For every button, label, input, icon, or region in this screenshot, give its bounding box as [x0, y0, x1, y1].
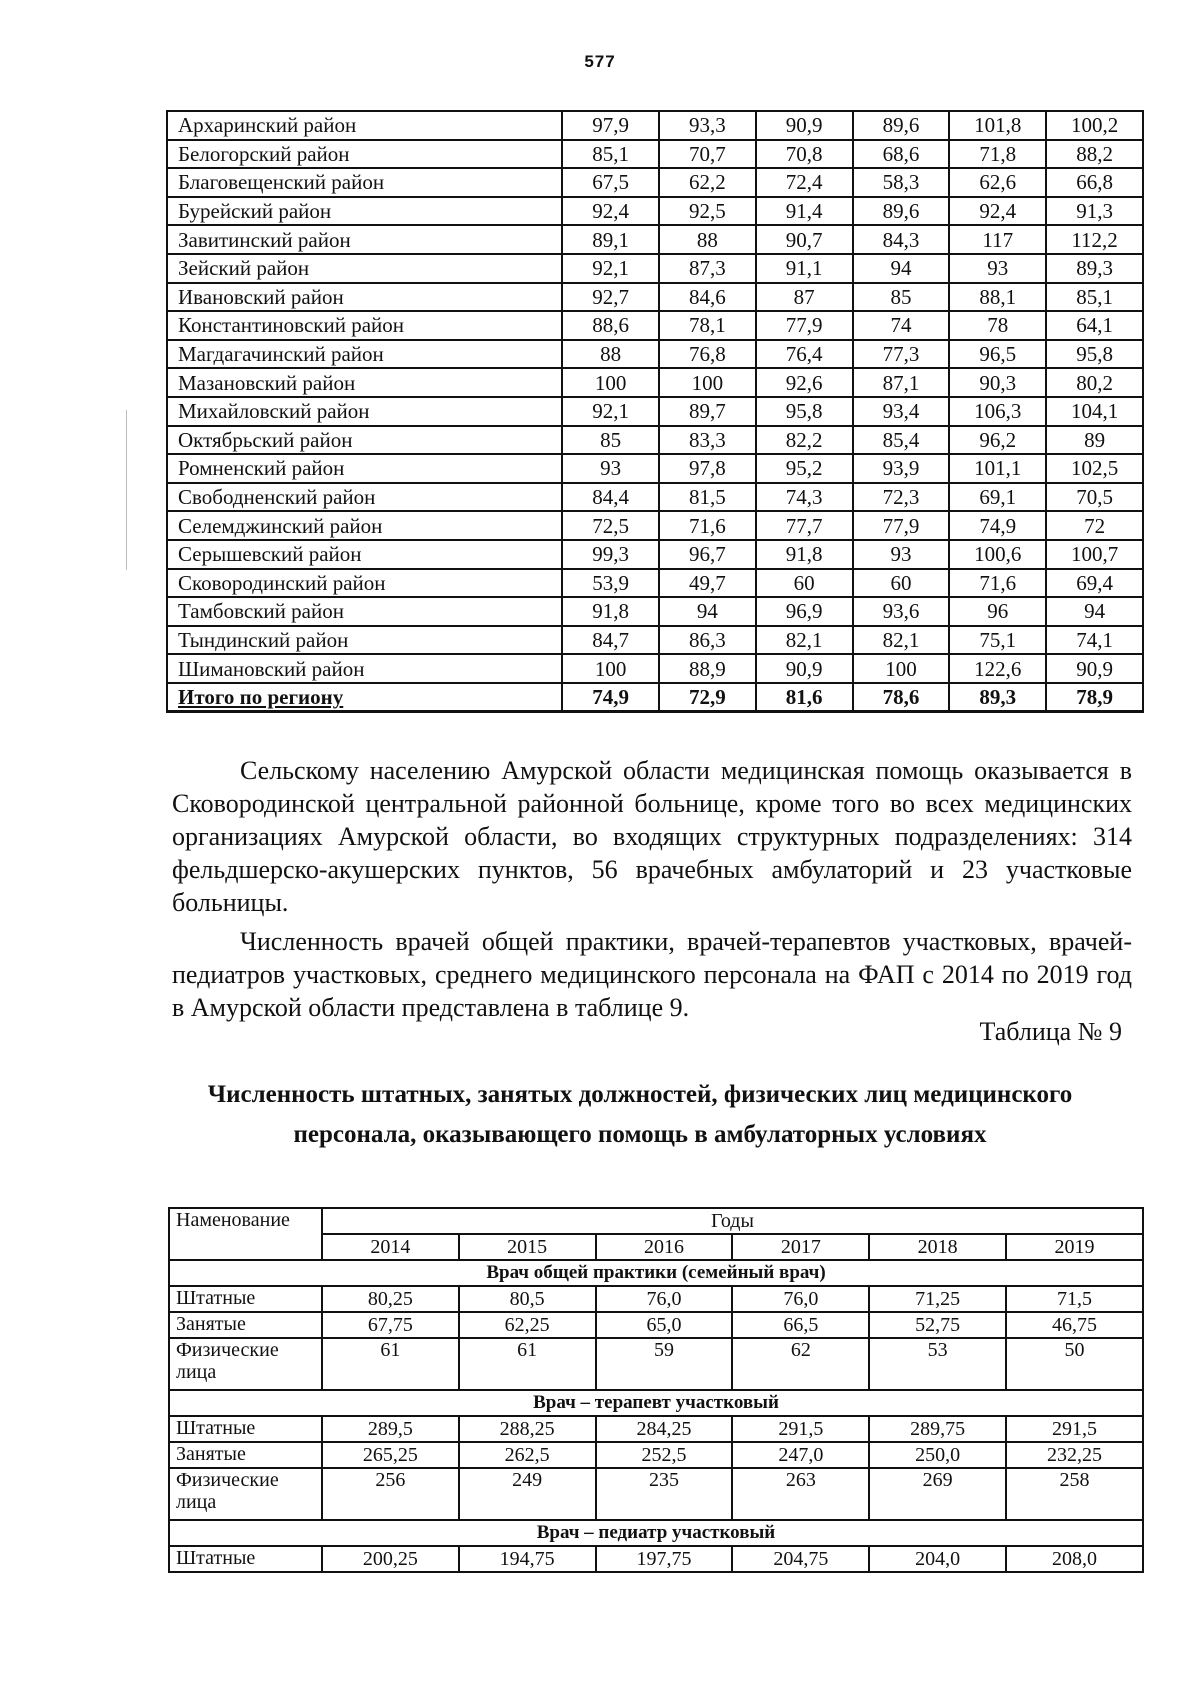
value-cell: 88,9: [659, 654, 756, 683]
value-cell: 70,7: [659, 140, 756, 169]
row-label-cell: Штатные: [169, 1286, 322, 1312]
value-cell: 71,6: [949, 569, 1046, 598]
value-cell: 92,7: [562, 283, 659, 312]
value-cell: 96,9: [756, 597, 853, 626]
value-cell: 74,1: [1046, 626, 1143, 655]
value-cell: 69,4: [1046, 569, 1143, 598]
value-cell: 92,4: [562, 197, 659, 226]
value-cell: 90,9: [756, 654, 853, 683]
value-cell: 100: [853, 654, 950, 683]
value-cell: 66,5: [732, 1312, 869, 1338]
value-cell: 99,3: [562, 540, 659, 569]
header-name-cell: Наменование: [169, 1208, 322, 1260]
district-name-cell: Тамбовский район: [167, 597, 562, 626]
total-value-cell: 78,9: [1046, 683, 1143, 712]
table-row: [169, 1442, 1143, 1468]
staff-table-body: [169, 1208, 1143, 1572]
value-cell: 92,4: [949, 197, 1046, 226]
district-name-cell: Магдагачинский район: [167, 340, 562, 369]
value-cell: 84,3: [853, 225, 950, 254]
year-header-cell: 2014: [322, 1234, 459, 1260]
value-cell: 87,3: [659, 254, 756, 283]
value-cell: 100: [562, 654, 659, 683]
section-title-cell: Врач общей практики (семейный врач): [169, 1260, 1143, 1286]
value-cell: 62,25: [459, 1312, 596, 1338]
value-cell: 77,9: [853, 511, 950, 540]
value-cell: 61: [459, 1338, 596, 1390]
value-cell: 62,2: [659, 168, 756, 197]
table-row: [167, 225, 1143, 254]
value-cell: 85,4: [853, 426, 950, 455]
section-header-row: [169, 1260, 1143, 1286]
value-cell: 64,1: [1046, 311, 1143, 340]
value-cell: 95,8: [756, 397, 853, 426]
value-cell: 94: [659, 597, 756, 626]
value-cell: 93,9: [853, 454, 950, 483]
value-cell: 75,1: [949, 626, 1046, 655]
value-cell: 252,5: [596, 1442, 733, 1468]
value-cell: 122,6: [949, 654, 1046, 683]
value-cell: 74,9: [949, 511, 1046, 540]
value-cell: 235: [596, 1468, 733, 1520]
value-cell: 263: [732, 1468, 869, 1520]
district-name-cell: Ромненский район: [167, 454, 562, 483]
value-cell: 93: [853, 540, 950, 569]
value-cell: 93: [949, 254, 1046, 283]
value-cell: 85,1: [1046, 283, 1143, 312]
value-cell: 100: [659, 368, 756, 397]
district-name-cell: Архаринский район: [167, 111, 562, 140]
value-cell: 258: [1006, 1468, 1143, 1520]
table-row: [169, 1338, 1143, 1390]
district-name-cell: Белогорский район: [167, 140, 562, 169]
value-cell: 76,4: [756, 340, 853, 369]
paragraph-rural-care: Сельскому населению Амурской области медицинская помощь оказывается в Сковородинской центральной районной больнице, кроме того во всех медицинских организациях Амурской области, во входящих структурных подразделениях: 314 фельдшерско-акушерских пунктов, 56 врачебных амбулаторий и 23 участковые больницы.: [172, 756, 1132, 917]
districts-table-body: [167, 111, 1143, 712]
value-cell: 87: [756, 283, 853, 312]
table-row: [167, 368, 1143, 397]
year-header-cell: 2015: [459, 1234, 596, 1260]
value-cell: 72,5: [562, 511, 659, 540]
value-cell: 94: [1046, 597, 1143, 626]
value-cell: 100,6: [949, 540, 1046, 569]
total-label-cell: Итого по региону: [167, 683, 562, 712]
value-cell: 65,0: [596, 1312, 733, 1338]
value-cell: 86,3: [659, 626, 756, 655]
value-cell: 96: [949, 597, 1046, 626]
row-label-cell: Штатные: [169, 1416, 322, 1442]
district-name-cell: Тындинский район: [167, 626, 562, 655]
district-name-cell: Серышевский район: [167, 540, 562, 569]
year-header-cell: 2018: [869, 1234, 1006, 1260]
district-name-cell: Бурейский район: [167, 197, 562, 226]
value-cell: 91,3: [1046, 197, 1143, 226]
value-cell: 269: [869, 1468, 1006, 1520]
total-value-cell: 74,9: [562, 683, 659, 712]
table-row: [167, 111, 1143, 140]
paragraph-staff-intro: Численность врачей общей практики, врачей-терапевтов участковых, врачей-педиатров участковых, среднего медицинского персонала на ФАП с 2014 по 2019 год в Амурской области представлена в таблице 9.: [172, 927, 1132, 1022]
row-label-cell: Штатные: [169, 1546, 322, 1572]
value-cell: 247,0: [732, 1442, 869, 1468]
district-name-cell: Зейский район: [167, 254, 562, 283]
value-cell: 289,75: [869, 1416, 1006, 1442]
section-header-row: [169, 1390, 1143, 1416]
value-cell: 90,7: [756, 225, 853, 254]
total-value-cell: 81,6: [756, 683, 853, 712]
value-cell: 61: [322, 1338, 459, 1390]
value-cell: 94: [853, 254, 950, 283]
section-header-row: [169, 1520, 1143, 1546]
table-row: [169, 1416, 1143, 1442]
value-cell: 100,2: [1046, 111, 1143, 140]
value-cell: 60: [853, 569, 950, 598]
value-cell: 71,8: [949, 140, 1046, 169]
value-cell: 256: [322, 1468, 459, 1520]
value-cell: 89,1: [562, 225, 659, 254]
year-header-cell: 2019: [1006, 1234, 1143, 1260]
table-row: [167, 569, 1143, 598]
table-row: [167, 654, 1143, 683]
value-cell: 62,6: [949, 168, 1046, 197]
value-cell: 92,6: [756, 368, 853, 397]
value-cell: 265,25: [322, 1442, 459, 1468]
value-cell: 71,6: [659, 511, 756, 540]
value-cell: 89,3: [1046, 254, 1143, 283]
value-cell: 76,0: [732, 1286, 869, 1312]
value-cell: 46,75: [1006, 1312, 1143, 1338]
value-cell: 88: [659, 225, 756, 254]
value-cell: 288,25: [459, 1416, 596, 1442]
value-cell: 82,1: [756, 626, 853, 655]
value-cell: 80,2: [1046, 368, 1143, 397]
value-cell: 88,6: [562, 311, 659, 340]
value-cell: 72,3: [853, 483, 950, 512]
value-cell: 67,75: [322, 1312, 459, 1338]
table-row: [167, 140, 1143, 169]
row-label-cell: Занятые: [169, 1442, 322, 1468]
value-cell: 62: [732, 1338, 869, 1390]
value-cell: 92,1: [562, 254, 659, 283]
table-row: [167, 340, 1143, 369]
total-value-cell: 72,9: [659, 683, 756, 712]
value-cell: 100: [562, 368, 659, 397]
value-cell: 52,75: [869, 1312, 1006, 1338]
district-name-cell: Мазановский район: [167, 368, 562, 397]
district-name-cell: Благовещенский район: [167, 168, 562, 197]
table-row: [167, 540, 1143, 569]
value-cell: 90,9: [1046, 654, 1143, 683]
value-cell: 100,7: [1046, 540, 1143, 569]
staff-table: [168, 1207, 1144, 1573]
value-cell: 83,3: [659, 426, 756, 455]
table-number-caption: Таблица № 9: [979, 1017, 1122, 1046]
value-cell: 77,9: [756, 311, 853, 340]
value-cell: 208,0: [1006, 1546, 1143, 1572]
value-cell: 291,5: [732, 1416, 869, 1442]
value-cell: 78,1: [659, 311, 756, 340]
value-cell: 96,7: [659, 540, 756, 569]
district-name-cell: Ивановский район: [167, 283, 562, 312]
value-cell: 90,3: [949, 368, 1046, 397]
value-cell: 106,3: [949, 397, 1046, 426]
value-cell: 89: [1046, 426, 1143, 455]
value-cell: 284,25: [596, 1416, 733, 1442]
section-title-cell: Врач – педиатр участковый: [169, 1520, 1143, 1546]
value-cell: 49,7: [659, 569, 756, 598]
value-cell: 53: [869, 1338, 1006, 1390]
value-cell: 200,25: [322, 1546, 459, 1572]
value-cell: 250,0: [869, 1442, 1006, 1468]
value-cell: 289,5: [322, 1416, 459, 1442]
table-title: Численность штатных, занятых должностей, физических лиц медицинского персонала, оказывающего помощь в амбулаторных условиях: [207, 1081, 1073, 1148]
value-cell: 93,3: [659, 111, 756, 140]
district-name-cell: Михайловский район: [167, 397, 562, 426]
value-cell: 50: [1006, 1338, 1143, 1390]
value-cell: 291,5: [1006, 1416, 1143, 1442]
table-row: [167, 511, 1143, 540]
district-name-cell: Селемджинский район: [167, 511, 562, 540]
table-row: [169, 1468, 1143, 1520]
table-row: [167, 254, 1143, 283]
value-cell: 82,1: [853, 626, 950, 655]
total-value-cell: 89,3: [949, 683, 1046, 712]
value-cell: 87,1: [853, 368, 950, 397]
value-cell: 76,8: [659, 340, 756, 369]
value-cell: 97,9: [562, 111, 659, 140]
value-cell: 91,4: [756, 197, 853, 226]
value-cell: 72,4: [756, 168, 853, 197]
value-cell: 77,7: [756, 511, 853, 540]
value-cell: 77,3: [853, 340, 950, 369]
value-cell: 53,9: [562, 569, 659, 598]
table-row: [167, 168, 1143, 197]
value-cell: 70,8: [756, 140, 853, 169]
value-cell: 249: [459, 1468, 596, 1520]
value-cell: 89,6: [853, 197, 950, 226]
table-row: [167, 197, 1143, 226]
value-cell: 59: [596, 1338, 733, 1390]
value-cell: 82,2: [756, 426, 853, 455]
value-cell: 101,8: [949, 111, 1046, 140]
value-cell: 85,1: [562, 140, 659, 169]
value-cell: 92,5: [659, 197, 756, 226]
table-row: [167, 283, 1143, 312]
row-label-cell: Физические лица: [169, 1468, 322, 1520]
value-cell: 71,5: [1006, 1286, 1143, 1312]
value-cell: 81,5: [659, 483, 756, 512]
value-cell: 204,0: [869, 1546, 1006, 1572]
districts-table: [166, 110, 1144, 713]
header-years-cell: Годы: [322, 1208, 1143, 1234]
value-cell: 93: [562, 454, 659, 483]
value-cell: 95,2: [756, 454, 853, 483]
district-name-cell: Сковородинский район: [167, 569, 562, 598]
value-cell: 80,5: [459, 1286, 596, 1312]
row-label-cell: Занятые: [169, 1312, 322, 1338]
value-cell: 68,6: [853, 140, 950, 169]
section-title-cell: Врач – терапевт участковый: [169, 1390, 1143, 1416]
value-cell: 76,0: [596, 1286, 733, 1312]
value-cell: 89,7: [659, 397, 756, 426]
staff-header-row: [169, 1208, 1143, 1234]
value-cell: 90,9: [756, 111, 853, 140]
value-cell: 93,6: [853, 597, 950, 626]
value-cell: 95,8: [1046, 340, 1143, 369]
value-cell: 67,5: [562, 168, 659, 197]
year-header-cell: 2016: [596, 1234, 733, 1260]
value-cell: 72: [1046, 511, 1143, 540]
value-cell: 96,2: [949, 426, 1046, 455]
value-cell: 194,75: [459, 1546, 596, 1572]
value-cell: 58,3: [853, 168, 950, 197]
table-row: [167, 426, 1143, 455]
table-row: [169, 1286, 1143, 1312]
table-row: [169, 1546, 1143, 1572]
table-row: [167, 597, 1143, 626]
table-row: [167, 454, 1143, 483]
table-row: [167, 397, 1143, 426]
scan-artifact-line: [126, 410, 127, 570]
value-cell: 88,1: [949, 283, 1046, 312]
value-cell: 60: [756, 569, 853, 598]
district-name-cell: Октябрьский район: [167, 426, 562, 455]
value-cell: 96,5: [949, 340, 1046, 369]
value-cell: 101,1: [949, 454, 1046, 483]
value-cell: 69,1: [949, 483, 1046, 512]
value-cell: 78: [949, 311, 1046, 340]
table-row: [169, 1312, 1143, 1338]
value-cell: 97,8: [659, 454, 756, 483]
value-cell: 92,1: [562, 397, 659, 426]
table-row: [167, 311, 1143, 340]
value-cell: 85: [853, 283, 950, 312]
value-cell: 112,2: [1046, 225, 1143, 254]
value-cell: 104,1: [1046, 397, 1143, 426]
total-row: [167, 683, 1143, 712]
page-number: 577: [584, 52, 616, 71]
district-name-cell: Константиновский район: [167, 311, 562, 340]
value-cell: 197,75: [596, 1546, 733, 1572]
value-cell: 204,75: [732, 1546, 869, 1572]
value-cell: 89,6: [853, 111, 950, 140]
value-cell: 117: [949, 225, 1046, 254]
value-cell: 91,1: [756, 254, 853, 283]
value-cell: 84,4: [562, 483, 659, 512]
value-cell: 66,8: [1046, 168, 1143, 197]
value-cell: 85: [562, 426, 659, 455]
value-cell: 262,5: [459, 1442, 596, 1468]
value-cell: 84,6: [659, 283, 756, 312]
value-cell: 88,2: [1046, 140, 1143, 169]
district-name-cell: Шимановский район: [167, 654, 562, 683]
value-cell: 91,8: [756, 540, 853, 569]
value-cell: 80,25: [322, 1286, 459, 1312]
district-name-cell: Свободненский район: [167, 483, 562, 512]
table-row: [167, 626, 1143, 655]
value-cell: 74,3: [756, 483, 853, 512]
value-cell: 91,8: [562, 597, 659, 626]
value-cell: 74: [853, 311, 950, 340]
value-cell: 88: [562, 340, 659, 369]
district-name-cell: Завитинский район: [167, 225, 562, 254]
value-cell: 84,7: [562, 626, 659, 655]
value-cell: 232,25: [1006, 1442, 1143, 1468]
total-value-cell: 78,6: [853, 683, 950, 712]
table-row: [167, 483, 1143, 512]
value-cell: 70,5: [1046, 483, 1143, 512]
value-cell: 71,25: [869, 1286, 1006, 1312]
year-header-cell: 2017: [732, 1234, 869, 1260]
value-cell: 93,4: [853, 397, 950, 426]
row-label-cell: Физические лица: [169, 1338, 322, 1390]
value-cell: 102,5: [1046, 454, 1143, 483]
